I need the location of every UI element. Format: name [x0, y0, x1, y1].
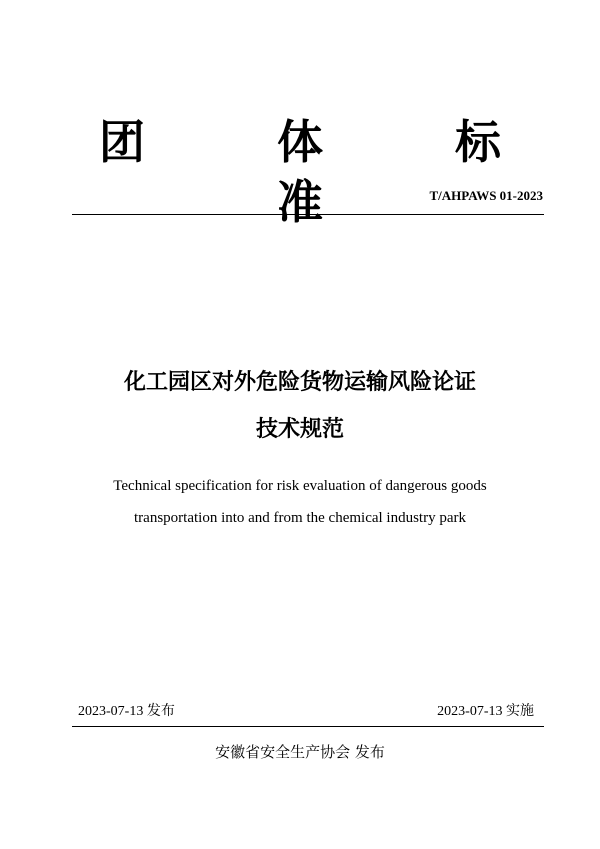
footer-divider [72, 726, 544, 727]
document-type-heading: 团 体 标 准 [98, 115, 560, 229]
header-divider [72, 214, 544, 215]
chinese-title-line-2: 技术规范 [255, 417, 344, 442]
english-title-line-2: transportation into and from the chemical industry park [134, 510, 466, 526]
implementation-date: 2023-07-13 实施 [437, 704, 534, 719]
standard-number: T/AHPAWS 01-2023 [429, 188, 543, 203]
publisher: 安徽省安全生产协会 发布 [215, 743, 385, 761]
issue-date: 2023-07-13 发布 [78, 704, 175, 719]
chinese-title-line-1: 化工园区对外危险货物运输风险论证 [123, 370, 476, 395]
english-title-line-1: Technical specification for risk evaluation of dangerous goods [113, 478, 487, 494]
